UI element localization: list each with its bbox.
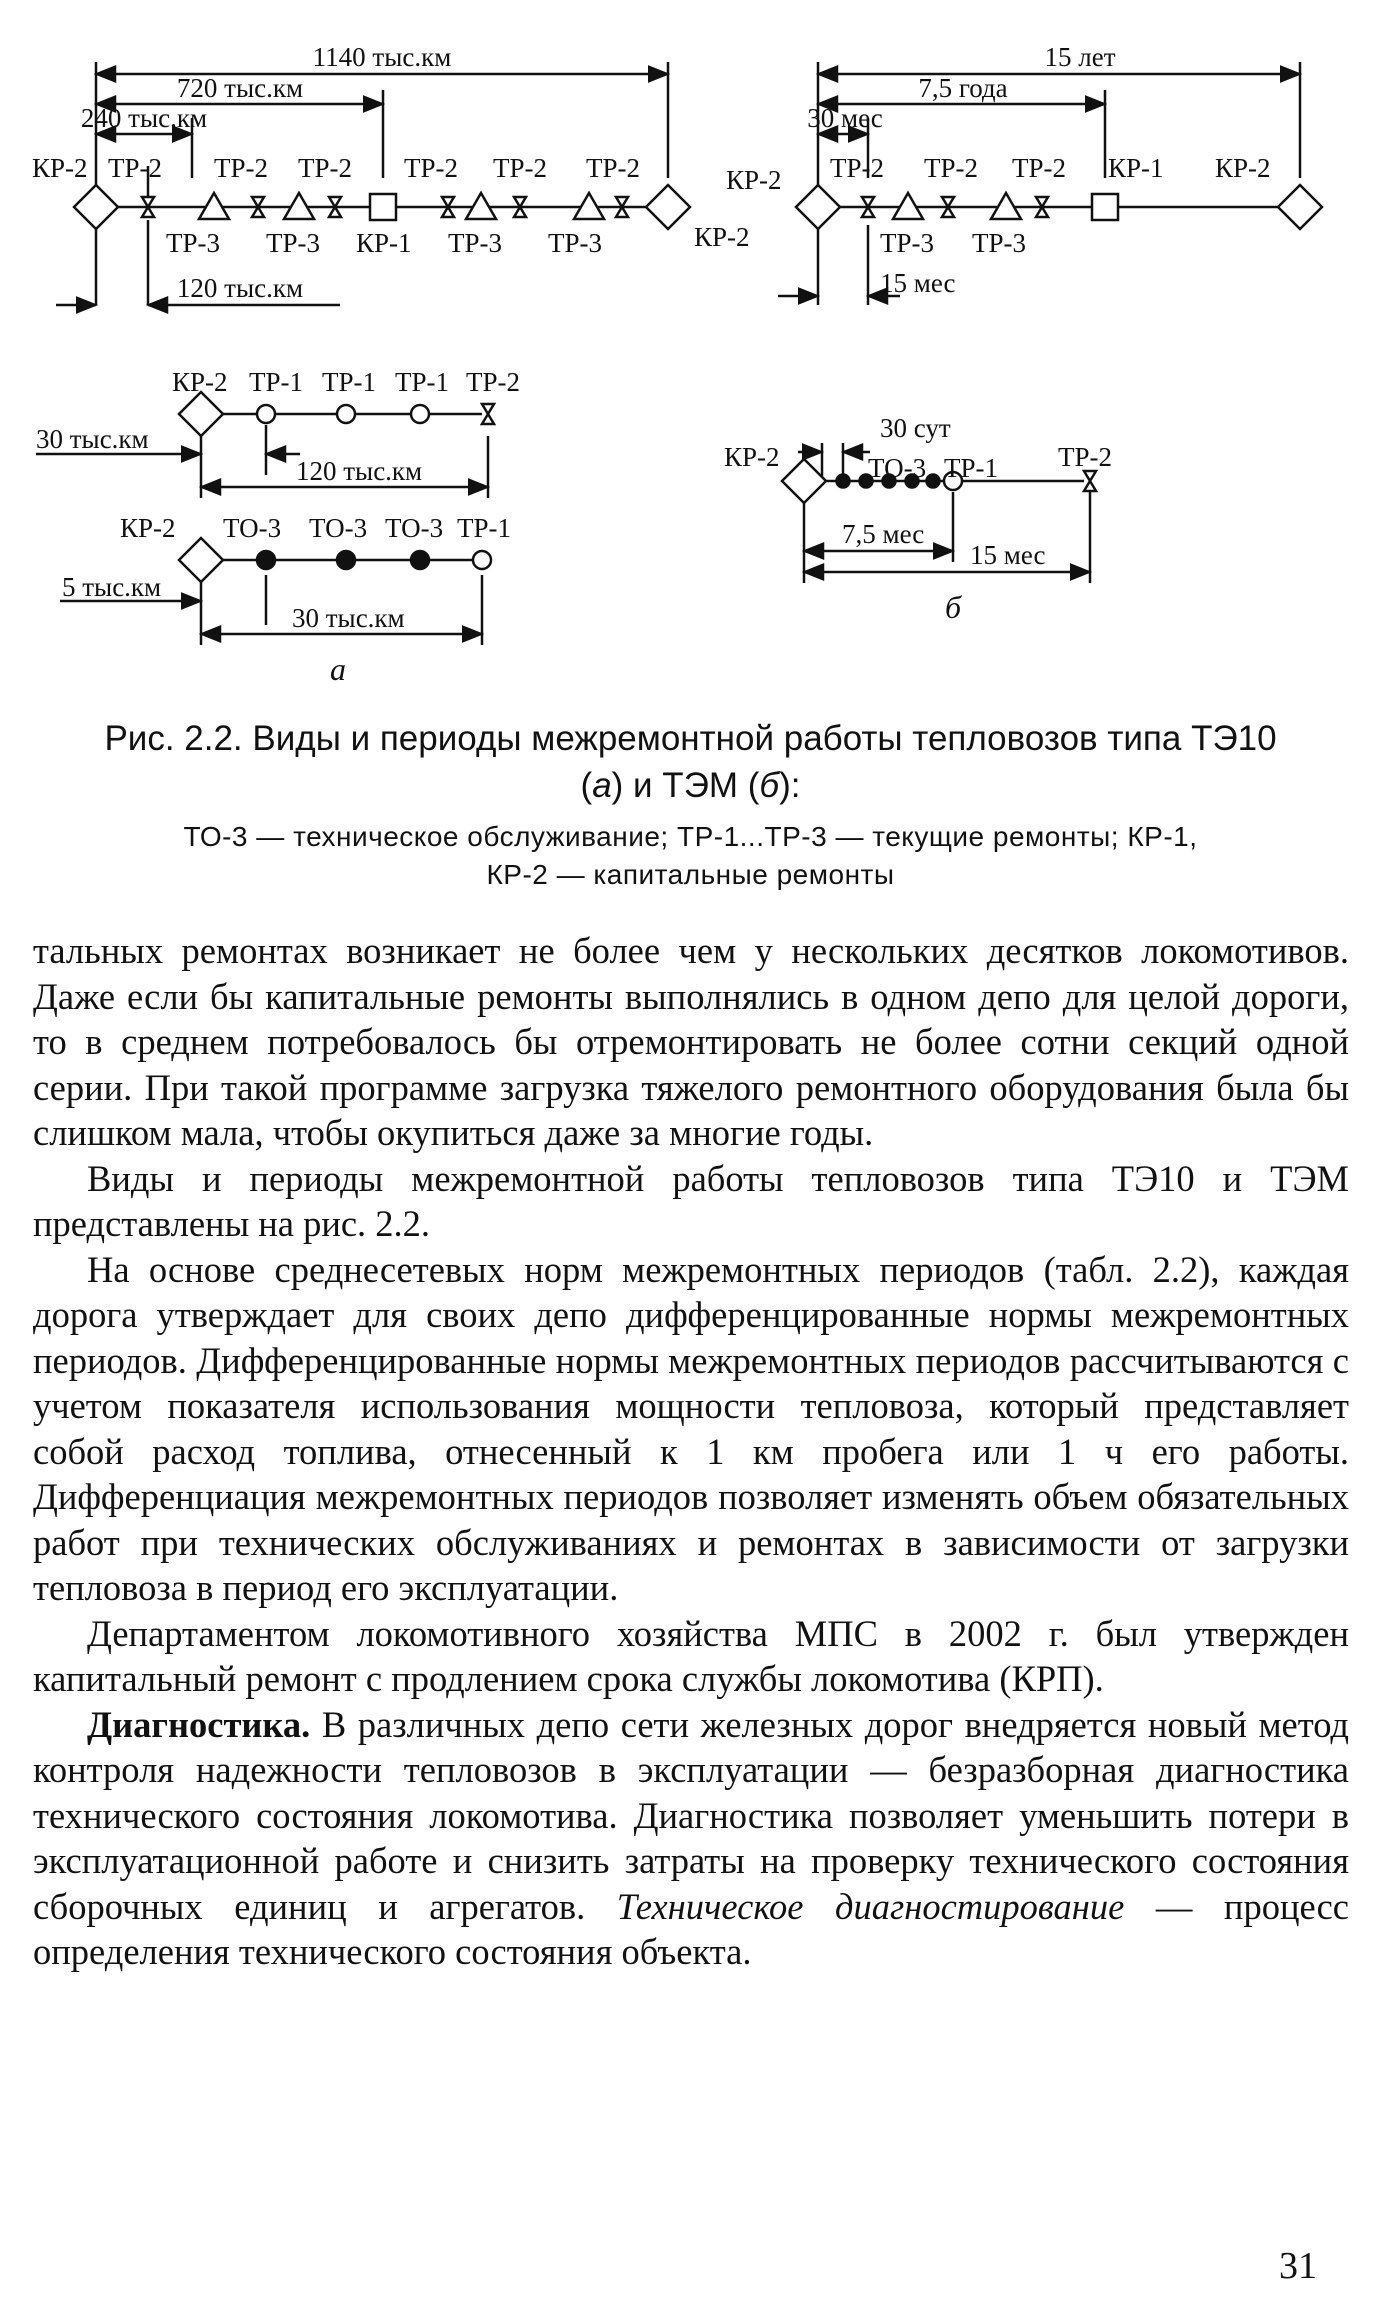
dim-30: 30 тыс.км	[36, 424, 149, 454]
dim-15-years: 15 лет	[1044, 42, 1116, 72]
figure-caption	[40, 715, 1341, 809]
tr3-label: ТР-3	[880, 228, 934, 258]
kr1-label: КР-1	[1108, 153, 1164, 183]
dim-7-5-years: 7,5 года	[918, 73, 1008, 103]
kr2-label: КР-2	[172, 367, 228, 397]
tr1-label: ТР-1	[457, 513, 511, 543]
tr2-label: ТР-2	[1058, 442, 1112, 472]
tr2-label: ТР-2	[466, 367, 520, 397]
panel-a-top-schedule	[56, 62, 690, 305]
kr2-label: КР-2	[724, 442, 780, 472]
tr3-label: ТР-3	[266, 228, 320, 258]
panel-a-bot-labels	[62, 513, 511, 633]
panel-a-label: а	[330, 651, 346, 687]
tr2-label: ТР-2	[924, 153, 978, 183]
page-number: 31	[1279, 2245, 1317, 2287]
panel-b-label: б	[945, 589, 962, 625]
to3-label: ТО-3	[385, 513, 444, 543]
tr1-label: ТР-1	[944, 453, 998, 483]
dim-120: 120 тыс.км	[296, 456, 423, 486]
paragraph-1: тальных ремонтах возникает не более чем у нескольких десятков локомотивов. Даже если бы капитальные ремонты выполнялись в одном депо для целой дороги, то в среднем потребовалось бы отремонтировать не более сотни секций одной серии. При такой программе загрузка тяжелого ремонтного оборудования была бы слишком мала, чтобы окупиться даже за многие годы.	[33, 930, 1349, 1153]
panel-b-bot-labels	[724, 413, 1112, 570]
kr2-label: КР-2	[120, 513, 176, 543]
tr1-label: ТР-1	[395, 367, 449, 397]
dim-5: 5 тыс.км	[62, 572, 162, 602]
diagnostics-text: В различных депо сети железных дорог внедряется новый метод контроля надежности тепловозов в эксплуатации — безразборная диагностика технического состояния локомотива. Диагностика позволяет уменьшить потери в эксплуатационной работе и снизить затраты на проверку технического состояния сборочных единиц и агрегатов.	[33, 1703, 1349, 1927]
kr2-right-label: КР-2	[694, 222, 750, 252]
dim-240: 240 тыс.км	[80, 103, 208, 133]
kr2-left-label: КР-2	[726, 165, 782, 195]
tr2-label: ТР-2	[108, 153, 162, 183]
tr3-label: ТР-3	[448, 228, 502, 258]
panel-b-top-schedule	[778, 62, 1322, 305]
tr2-label: ТР-2	[493, 153, 547, 183]
dim-15-months: 15 мес	[880, 268, 956, 298]
to3-label: ТО-3	[223, 513, 282, 543]
panel-a-mid-labels	[36, 367, 520, 486]
to3-label: ТО-3	[868, 453, 927, 483]
tr2-label: ТР-2	[404, 153, 458, 183]
term-technical-diagnosis: Техническое диагностирование	[616, 1885, 1125, 1927]
legend-line-1: ТО-3 — техническое обслуживание; ТР-1...ТР-3 — текущие ремонты; КР-1,	[183, 821, 1198, 852]
tr2-label: ТР-2	[586, 153, 640, 183]
tr2-label: ТР-2	[298, 153, 352, 183]
legend-line-2: КР-2 — капитальные ремонты	[486, 859, 895, 890]
paragraph-4: Департаментом локомотивного хозяйства МПС в 2002 г. был утвержден капитальный ремонт с продлением срока службы локомотива (КРП).	[33, 1612, 1349, 1699]
tr2-label: ТР-2	[214, 153, 268, 183]
tr3-label: ТР-3	[548, 228, 602, 258]
paragraph-3: На основе среднесетевых норм межремонтных периодов (табл. 2.2), каждая дорога утверждает для своих депо дифференцированные нормы межремонтных периодов. Дифференцированные нормы межремонтных периодов рассчитываются с учетом показателя использования мощности тепловоза, который представляет собой расход топлива, отнесенный к 1 км пробега или 1 ч его работы. Дифференциация межремонтных периодов позволяет изменять объем обязательных работ при технических обслуживаниях и ремонтах в зависимости от загрузки тепловоза в период его эксплуатации.	[33, 1248, 1349, 1608]
tr1-label: ТР-1	[249, 367, 303, 397]
dim-30: 30 тыс.км	[292, 603, 405, 633]
paragraph-5	[33, 1702, 1349, 1975]
caption-line-2: (а) и ТЭМ (б):	[580, 766, 801, 805]
body-text	[33, 928, 1349, 1975]
caption-line-1: Рис. 2.2. Виды и периоды межремонтной работы тепловозов типа ТЭ10	[104, 719, 1277, 758]
figure-legend	[40, 818, 1341, 894]
dim-30-months: 30 мес	[807, 103, 883, 133]
panel-b-bot-schedule	[782, 443, 1096, 583]
dim-15-months: 15 мес	[970, 540, 1046, 570]
kr2-right-label: КР-2	[1215, 153, 1271, 183]
dim-120: 120 тыс.км	[176, 273, 304, 303]
tr3-label: ТР-3	[166, 228, 220, 258]
to3-label: ТО-3	[309, 513, 368, 543]
tr2-label: ТР-2	[830, 153, 884, 183]
dim-1140: 1140 тыс.км	[312, 42, 452, 72]
diagnostics-tail: — процесс определения технического состояния объекта.	[33, 1885, 1349, 1972]
kr1-label: КР-1	[356, 228, 412, 258]
tr2-label: ТР-2	[1012, 153, 1066, 183]
repair-schedule-figure	[0, 0, 1381, 700]
dim-7-5-months: 7,5 мес	[842, 519, 925, 549]
diagnostics-heading: Диагностика.	[87, 1703, 311, 1745]
paragraph-2: Виды и периоды межремонтной работы тепловозов типа ТЭ10 и ТЭМ представлены на рис. 2.2.	[33, 1157, 1349, 1244]
dim-720: 720 тыс.км	[176, 73, 304, 103]
tr3-label: ТР-3	[972, 228, 1026, 258]
panel-a-top-labels	[32, 42, 750, 303]
tr1-label: ТР-1	[322, 367, 376, 397]
kr2-left-label: КР-2	[32, 153, 88, 183]
panel-b-top-labels	[726, 42, 1271, 298]
dim-30-days: 30 сут	[880, 413, 951, 443]
